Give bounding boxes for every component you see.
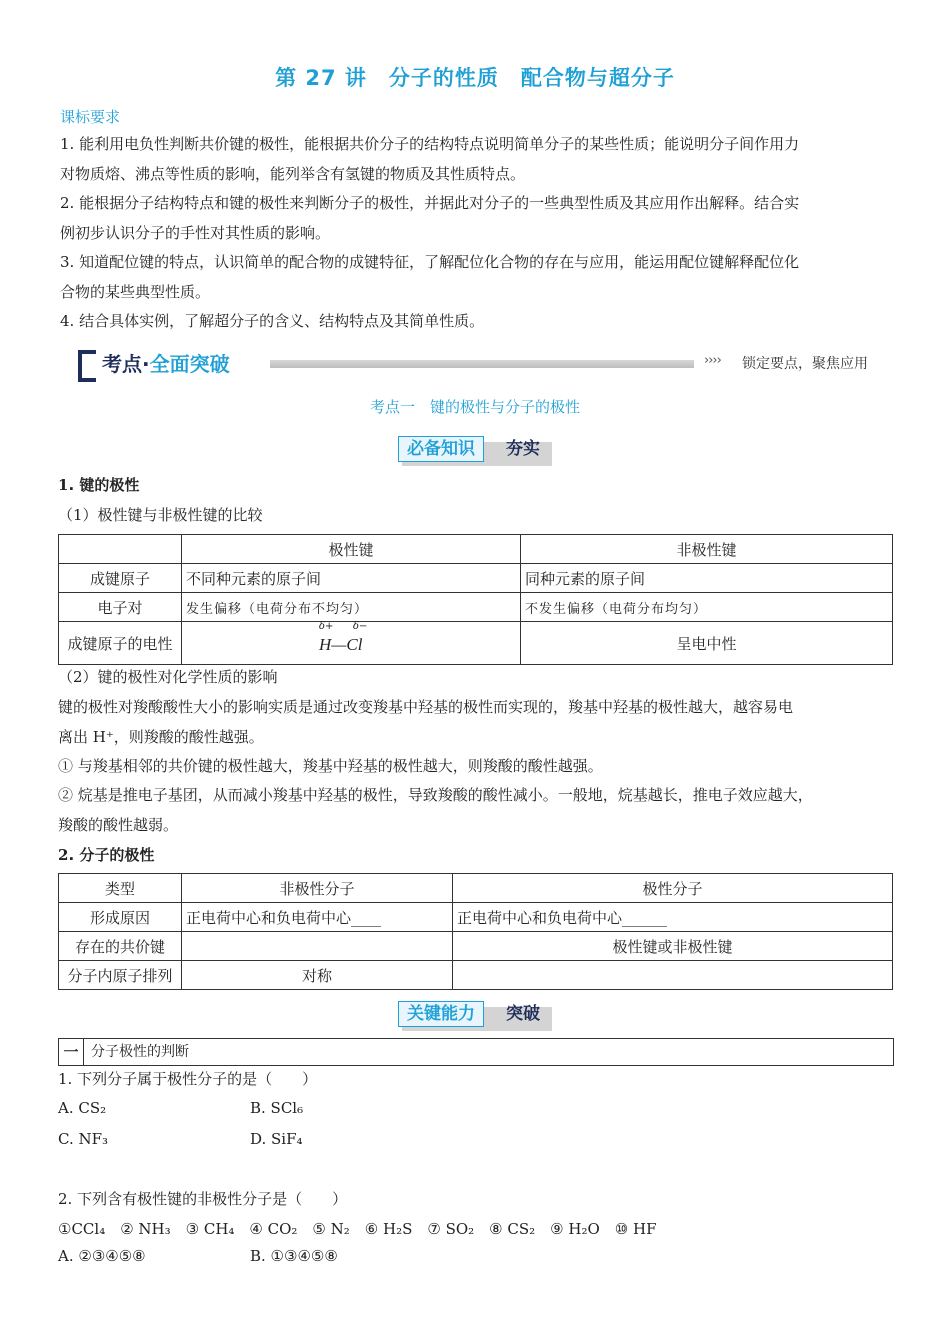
question-stem: 1. 下列分子属于极性分子的是（ ） (58, 1070, 318, 1088)
table-header (59, 535, 182, 564)
banner-divider (270, 360, 694, 368)
table-cell: 成键原子的电性 (59, 622, 182, 665)
table-cell (182, 932, 453, 961)
option-d: D. SiF₄ (250, 1130, 303, 1148)
table-cell: 呈电中性 (521, 622, 893, 665)
dipole-formula: δ+ δ− H—Cl (319, 621, 368, 654)
table-header: 非极性分子 (182, 874, 453, 903)
subheading: （1）极性键与非极性键的比较 (58, 506, 263, 524)
molecule-list: ①CCl₄ ② NH₃ ③ CH₄ ④ CO₂ ⑤ N₂ ⑥ H₂S ⑦ SO₂ ⑧ CS₂ ⑨ H₂O ⑩ HF (58, 1220, 657, 1238)
molecule-polarity-table (58, 873, 893, 990)
requirement-line: 例初步认识分子的手性对其性质的影响。 (60, 223, 331, 242)
banner-title: 考点·全面突破 (102, 352, 230, 376)
bond-comparison-table (58, 534, 893, 665)
paragraph: ② 烷基是推电子基团，从而减小羧基中羟基的极性，导致羧酸的酸性减小。一般地，烷基越长，推电子效应越大， 羧酸的酸性越弱。 (58, 786, 813, 834)
table-header: 类型 (59, 874, 182, 903)
table-cell: 形成原因 (59, 903, 182, 932)
section-heading: 考点一 键的极性与分子的极性 (369, 398, 580, 416)
section-banner (74, 342, 884, 382)
badge-key-ability (398, 1001, 558, 1029)
table-cell: 电子对 (59, 593, 182, 622)
requirement-line: 1. 能利用电负性判断共价键的极性，能根据共价分子的结构特点说明简单分子的某些性质；能说明分子间作用力 (60, 135, 800, 153)
option-c: C. NF₃ (58, 1130, 109, 1148)
requirement-item (60, 130, 890, 189)
requirement-line: 2. 能根据分子结构特点和键的极性来判断分子的极性，并据此对分子的一些典型性质及其应用作出解释。结合实 (60, 194, 800, 212)
option-a: A. ②③④⑤⑧ (58, 1247, 146, 1265)
banner-bracket-icon (78, 350, 96, 382)
requirement-item (60, 248, 890, 307)
table-header: 非极性键 (521, 535, 893, 564)
requirements-label: 课标要求 (60, 108, 121, 126)
question-stem: 2. 下列含有极性键的非极性分子是（ ） (58, 1190, 348, 1208)
topic-title: 分子极性的判断 (91, 1044, 189, 1060)
paragraph: ① 与羧基相邻的共价键的极性越大，羧基中羟基的极性越大，则羧酸的酸性越强。 (58, 757, 603, 775)
chevrons-icon: ›››› (704, 353, 721, 368)
table-header: 极性键 (182, 535, 521, 564)
table-cell: 不同种元素的原子间 (182, 564, 521, 593)
option-b: B. ①③④⑤⑧ (250, 1247, 338, 1265)
table-cell: 正电荷中心和负电荷中心____ (182, 903, 453, 932)
table-cell: 同种元素的原子间 (521, 564, 893, 593)
table-cell: 对称 (182, 961, 453, 990)
heading-molecule-polarity: 2. 分子的极性 (58, 846, 155, 864)
paragraph: 键的极性对羧酸酸性大小的影响实质是通过改变羧基中羟基的极性而实现的，羧基中羟基的极性越大，越容易电 离出 H⁺，则羧酸的酸性越强。 (58, 698, 794, 746)
requirement-line: 合物的某些典型性质。 (60, 282, 211, 301)
heading-bond-polarity: 1. 键的极性 (58, 476, 140, 494)
badge-essential-knowledge (398, 436, 558, 464)
topic-number: 一 (59, 1039, 84, 1065)
banner-subtitle: 锁定要点，聚焦应用 (742, 356, 868, 372)
dipole-cell (182, 622, 521, 665)
subheading: （2）键的极性对化学性质的影响 (58, 668, 278, 686)
table-cell: 成键原子 (59, 564, 182, 593)
requirement-line: 3. 知道配位键的特点，认识简单的配合物的成键特征，了解配位化合物的存在与应用，能运用配位键解释配位化 (60, 253, 800, 271)
badge-box: 关键能力 (398, 1001, 484, 1027)
option-a: A. CS₂ (58, 1099, 107, 1117)
table-cell: 正电荷中心和负电荷中心______ (453, 903, 893, 932)
requirement-item (60, 307, 890, 337)
requirement-item (60, 189, 890, 248)
table-cell: 发生偏移（电荷分布不均匀） (182, 593, 521, 622)
page-title: 第 27 讲 分子的性质 配合物与超分子 (275, 66, 675, 90)
table-cell: 存在的共价键 (59, 932, 182, 961)
topic-header (58, 1038, 894, 1066)
requirement-line: 4. 结合具体实例，了解超分子的含义、结构特点及其简单性质。 (60, 312, 485, 330)
badge-tail: 夯实 (506, 439, 540, 459)
table-cell (453, 961, 893, 990)
table-cell: 不发生偏移（电荷分布均匀） (521, 593, 893, 622)
table-cell: 极性键或非极性键 (453, 932, 893, 961)
badge-box: 必备知识 (398, 436, 484, 462)
table-cell: 分子内原子排列 (59, 961, 182, 990)
option-b: B. SCl₆ (250, 1099, 304, 1117)
badge-tail: 突破 (506, 1004, 540, 1024)
requirement-line: 对物质熔、沸点等性质的影响，能列举含有氢键的物质及其性质特点。 (60, 164, 526, 183)
table-header: 极性分子 (453, 874, 893, 903)
